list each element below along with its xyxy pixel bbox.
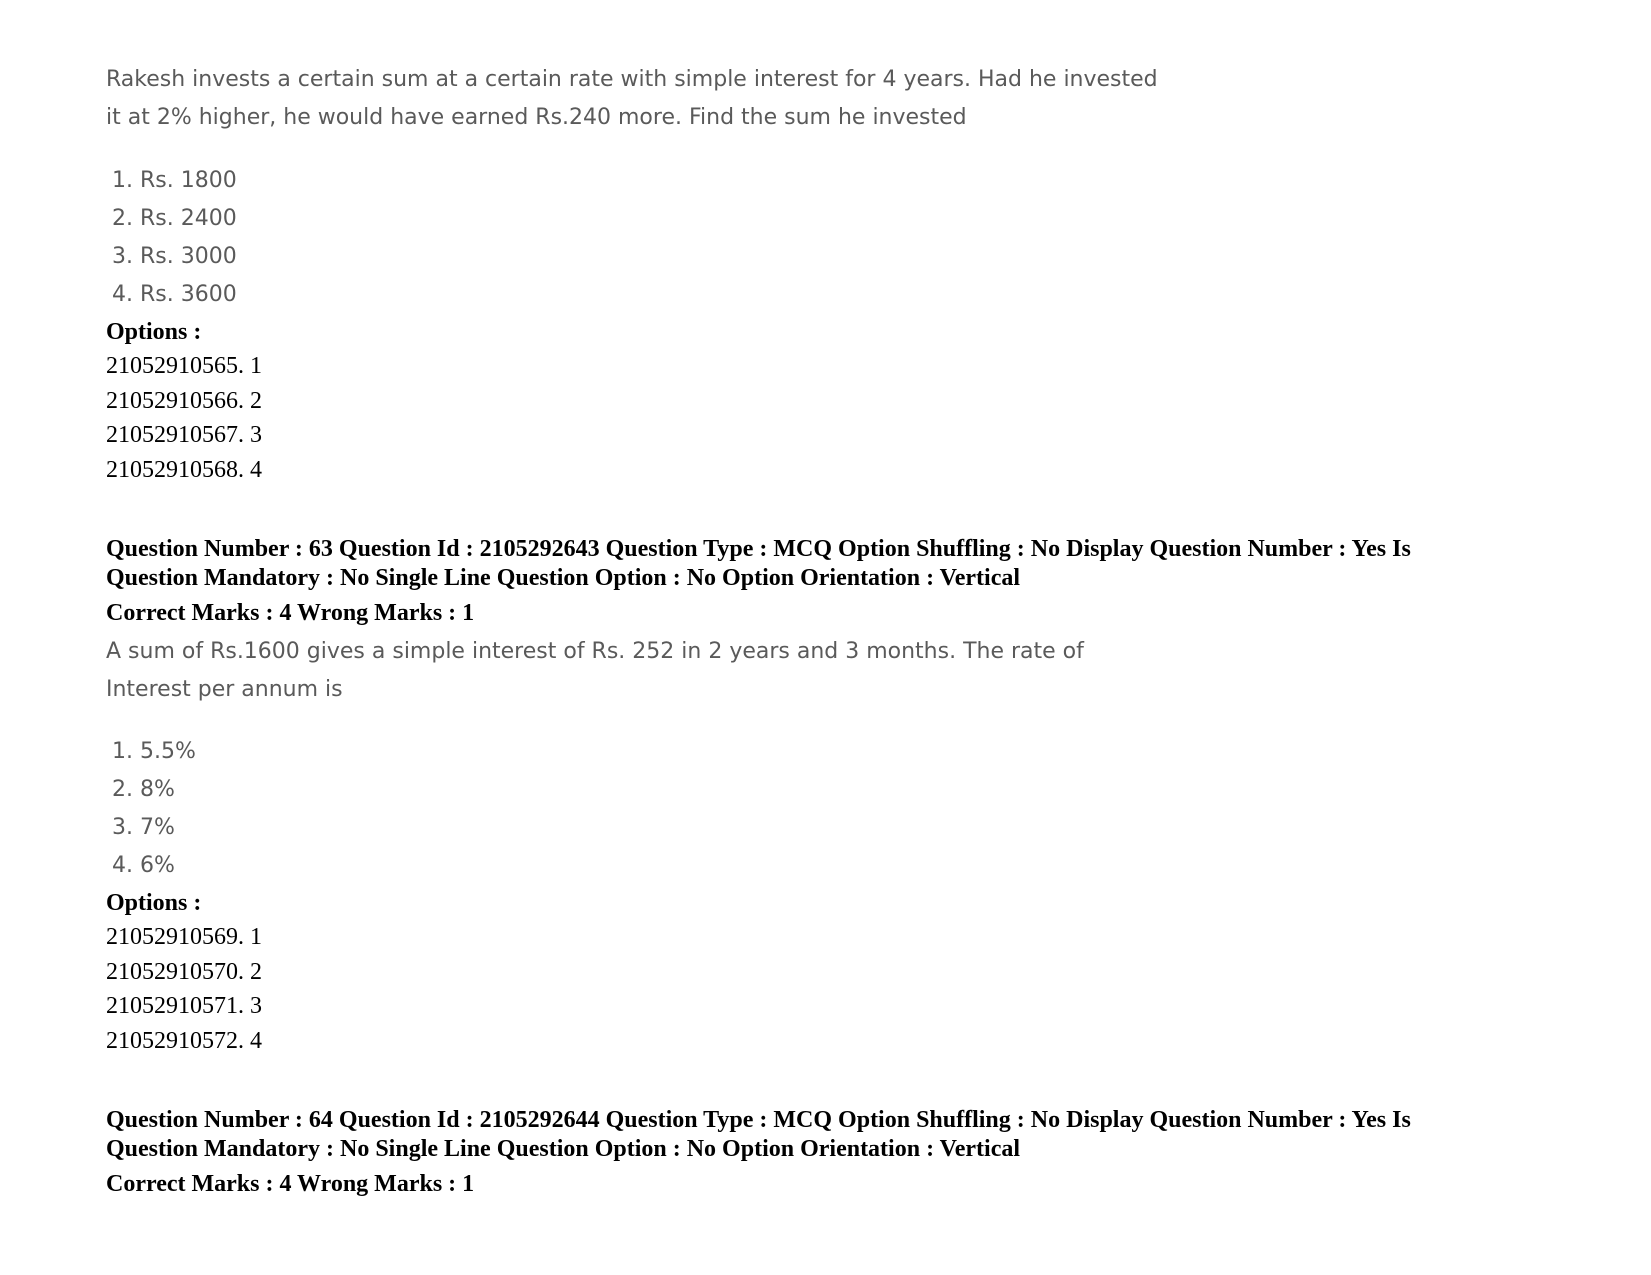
q63-choice-2: 2. 8% [112,777,175,802]
q62-choice-1: 1. Rs. 1800 [112,168,237,193]
q63-option-4: 21052910572. 4 [106,1027,262,1054]
q62-choice-3: 3. Rs. 3000 [112,244,237,269]
q63-question-text-line1: A sum of Rs.1600 gives a simple interest of Rs. 252 in 2 years and 3 months. The rate of [106,639,1084,664]
q63-option-3: 21052910571. 3 [106,993,262,1019]
q63-meta-line2: Question Mandatory : No Single Line Question Option : No Option Orientation : Vertical [106,565,1021,591]
q63-question-text [106,633,1084,709]
q63-options-label: Options : [106,890,202,916]
q62-options-label: Options : [106,319,202,345]
q62-option-2: 21052910566. 2 [106,387,262,414]
q63-choice-list [106,733,196,885]
q63-question-text-line2: Interest per annum is [106,677,343,702]
q62-option-3: 21052910567. 3 [106,422,262,448]
q63-choice-4: 4. 6% [112,853,175,878]
q62-question-text-line2: it at 2% higher, he would have earned Rs.240 more. Find the sum he invested [106,105,967,130]
q62-choice-list [106,162,237,314]
q63-options-block [106,886,262,1058]
q64-marks: Correct Marks : 4 Wrong Marks : 1 [106,1171,475,1197]
q63-marks: Correct Marks : 4 Wrong Marks : 1 [106,600,475,626]
q63-choice-3: 3. 7% [112,815,175,840]
q63-meta [106,535,1411,628]
q63-meta-line1: Question Number : 63 Question Id : 2105292643 Question Type : MCQ Option Shuffling : No Display Question Number : Yes Is [106,536,1411,562]
q63-choice-1: 1. 5.5% [112,739,196,764]
q62-question-text [106,61,1158,137]
q63-option-2: 21052910570. 2 [106,958,262,985]
q63-option-1: 21052910569. 1 [106,924,262,950]
q64-meta-line1: Question Number : 64 Question Id : 2105292644 Question Type : MCQ Option Shuffling : No Display Question Number : Yes Is [106,1107,1411,1133]
q64-meta [106,1106,1411,1199]
q62-options-block [106,315,262,487]
q62-question-text-line1: Rakesh invests a certain sum at a certain rate with simple interest for 4 years. Had he invested [106,67,1158,92]
q62-option-1: 21052910565. 1 [106,353,262,379]
q62-choice-4: 4. Rs. 3600 [112,282,237,307]
q64-meta-line2: Question Mandatory : No Single Line Question Option : No Option Orientation : Vertical [106,1136,1021,1162]
q62-option-4: 21052910568. 4 [106,456,262,483]
q62-choice-2: 2. Rs. 2400 [112,206,237,231]
